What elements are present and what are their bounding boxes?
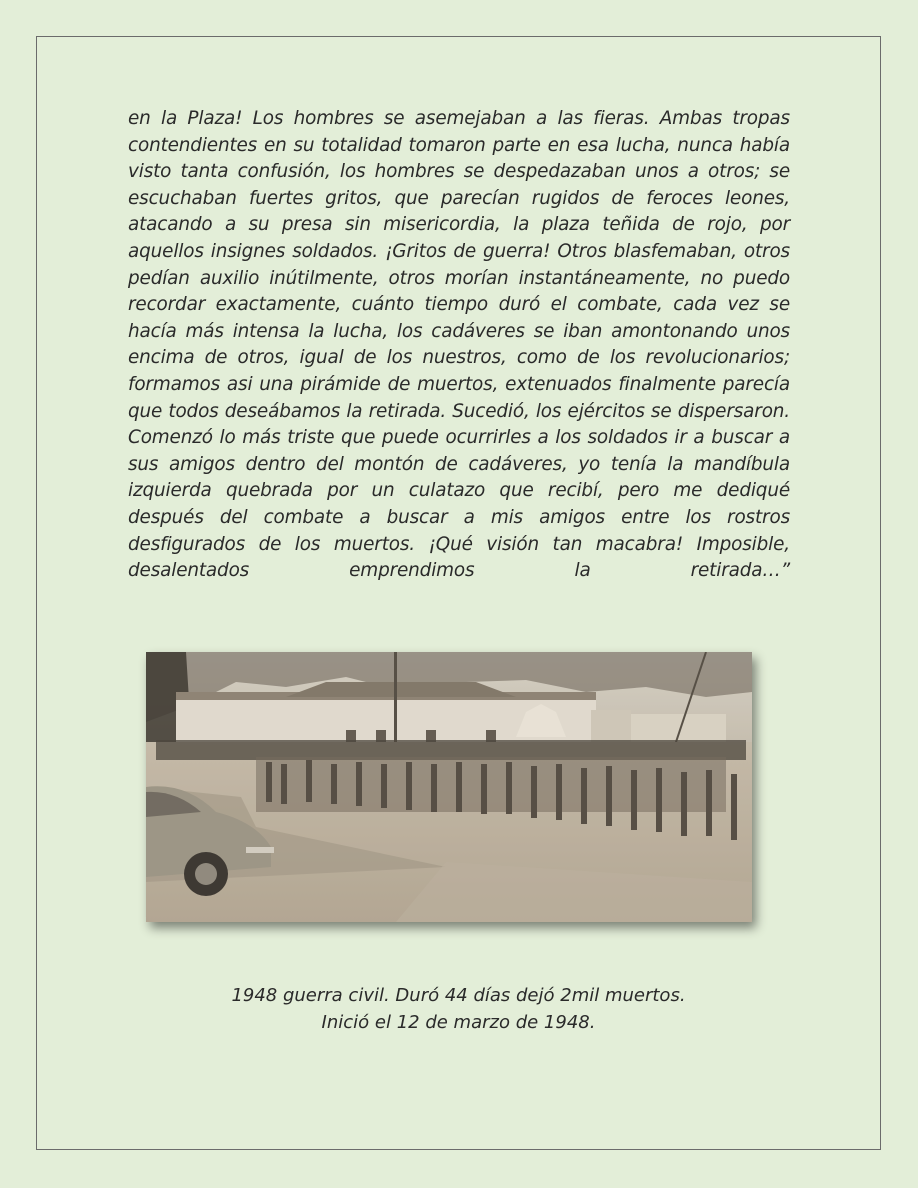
historical-photo bbox=[146, 652, 752, 922]
photo-caption-line-2: Inició el 12 de marzo de 1948. bbox=[321, 1012, 596, 1033]
body-paragraph: en la Plaza! Los hombres se asemejaban a las fieras. Ambas tropas contendientes en su totalidad tomaron parte en esa lucha, nunca había visto tanta confusión, los hombres se despedazaban unos a otros; se escuchaban fuertes gritos, que parecían rugidos de feroces leones, atacando a su presa sin misericordia, la plaza teñida de rojo, por aquellos insignes soldados. ¡Gritos de guerra! Otros blasfemaban, otros pedían auxilio inútilmente, otros morían instantáneamente, no puedo recordar exactamente, cuánto tiempo duró el combate, cada vez se hacía más intensa la lucha, los cadáveres se iban amontonando unos encima de otros, igual de los nuestros, como de los revolucionarios; formamos asi una pirámide de muertos, extenuados finalmente parecía que todos deseábamos la retirada. Sucedió, los ejércitos se dispersaron. Comenzó lo más triste que puede ocurrirles a los soldados ir a buscar a sus amigos dentro del montón de cadáveres, yo tenía la mandíbula izquierda quebrada por un culatazo que recibí, pero me dediqué después del combate a buscar a mis amigos entre los rostros desfigurados de los muertos. ¡Qué visión tan macabra! Imposible, desalentados emprendimos la retirada…” bbox=[128, 108, 790, 582]
photo-caption-line-1: 1948 guerra civil. Duró 44 días dejó 2mil muertos. bbox=[231, 985, 686, 1006]
